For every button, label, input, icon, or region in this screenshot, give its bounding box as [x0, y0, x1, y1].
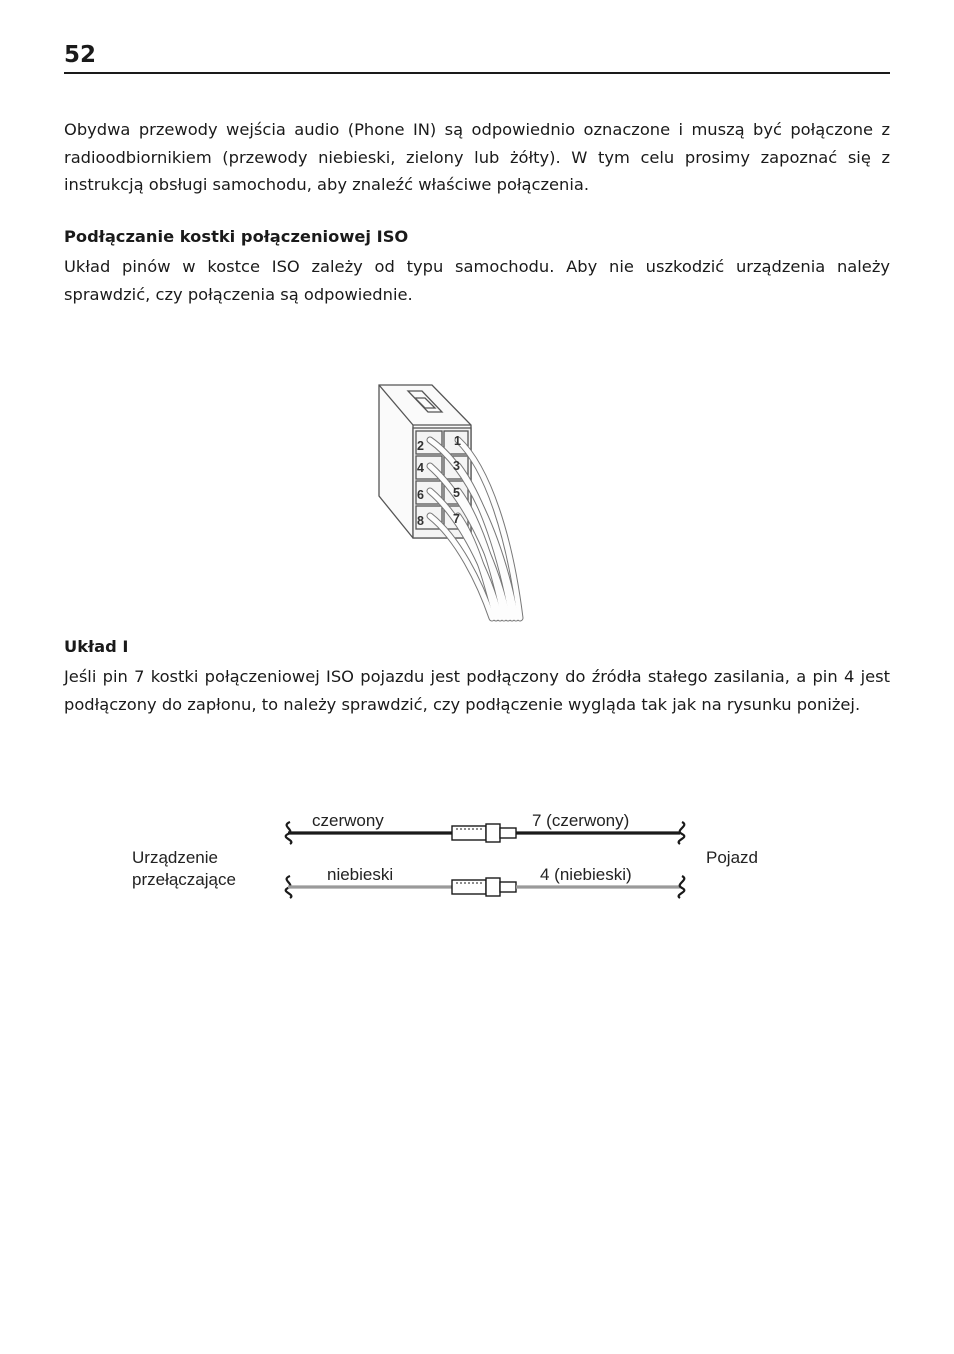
pin-label-7: 7: [453, 512, 460, 526]
iso-heading: Podłączanie kostki połączeniowej ISO: [64, 227, 409, 246]
wiring-diagram: [120, 800, 780, 910]
pin-label-5: 5: [453, 486, 460, 500]
pin-label-6: 6: [417, 488, 424, 502]
pin-label-2: 2: [417, 439, 424, 453]
header-rule: [64, 72, 890, 74]
pin-label-4: 4: [417, 461, 424, 475]
wire-label-niebieski: niebieski: [327, 865, 394, 884]
uklad-paragraph: Jeśli pin 7 kostki połączeniowej ISO pojazdu jest podłączony do źródła stałego zasilania, a pin 4 jest podłączony do zapłonu, to należy sprawdzić, czy podłączenie wygląda tak jak na rysunku poniżej.: [64, 667, 890, 714]
vehicle-label: Pojazd: [706, 848, 758, 867]
pin-label-3: 3: [453, 459, 460, 473]
wire-label-czerwony: czerwony: [312, 811, 384, 830]
iso-connector-diagram: [370, 378, 540, 628]
pin-label-8: 8: [417, 514, 424, 528]
device-label-line2: przełączające: [132, 870, 236, 889]
pin-label-1: 1: [454, 434, 461, 448]
uklad-heading: Układ I: [64, 637, 129, 656]
page-number: 52: [64, 42, 97, 68]
intro-paragraph: Obydwa przewody wejścia audio (Phone IN) są odpowiednio oznaczone i muszą być połączone z radioodbiornikiem (przewody niebieski, zielony lub żółty). W tym celu prosimy zapoznać się z instrukcją obsługi samochodu, aby znaleźć właściwe połączenia.: [64, 120, 890, 194]
wire-label-4-niebieski: 4 (niebieski): [540, 865, 632, 884]
wire-label-7-czerwony: 7 (czerwony): [532, 811, 630, 830]
device-label-line1: Urządzenie: [132, 848, 218, 867]
iso-paragraph: Układ pinów w kostce ISO zależy od typu samochodu. Aby nie uszkodzić urządzenia należy sprawdzić, czy połączenia są odpowiednie.: [64, 257, 890, 304]
